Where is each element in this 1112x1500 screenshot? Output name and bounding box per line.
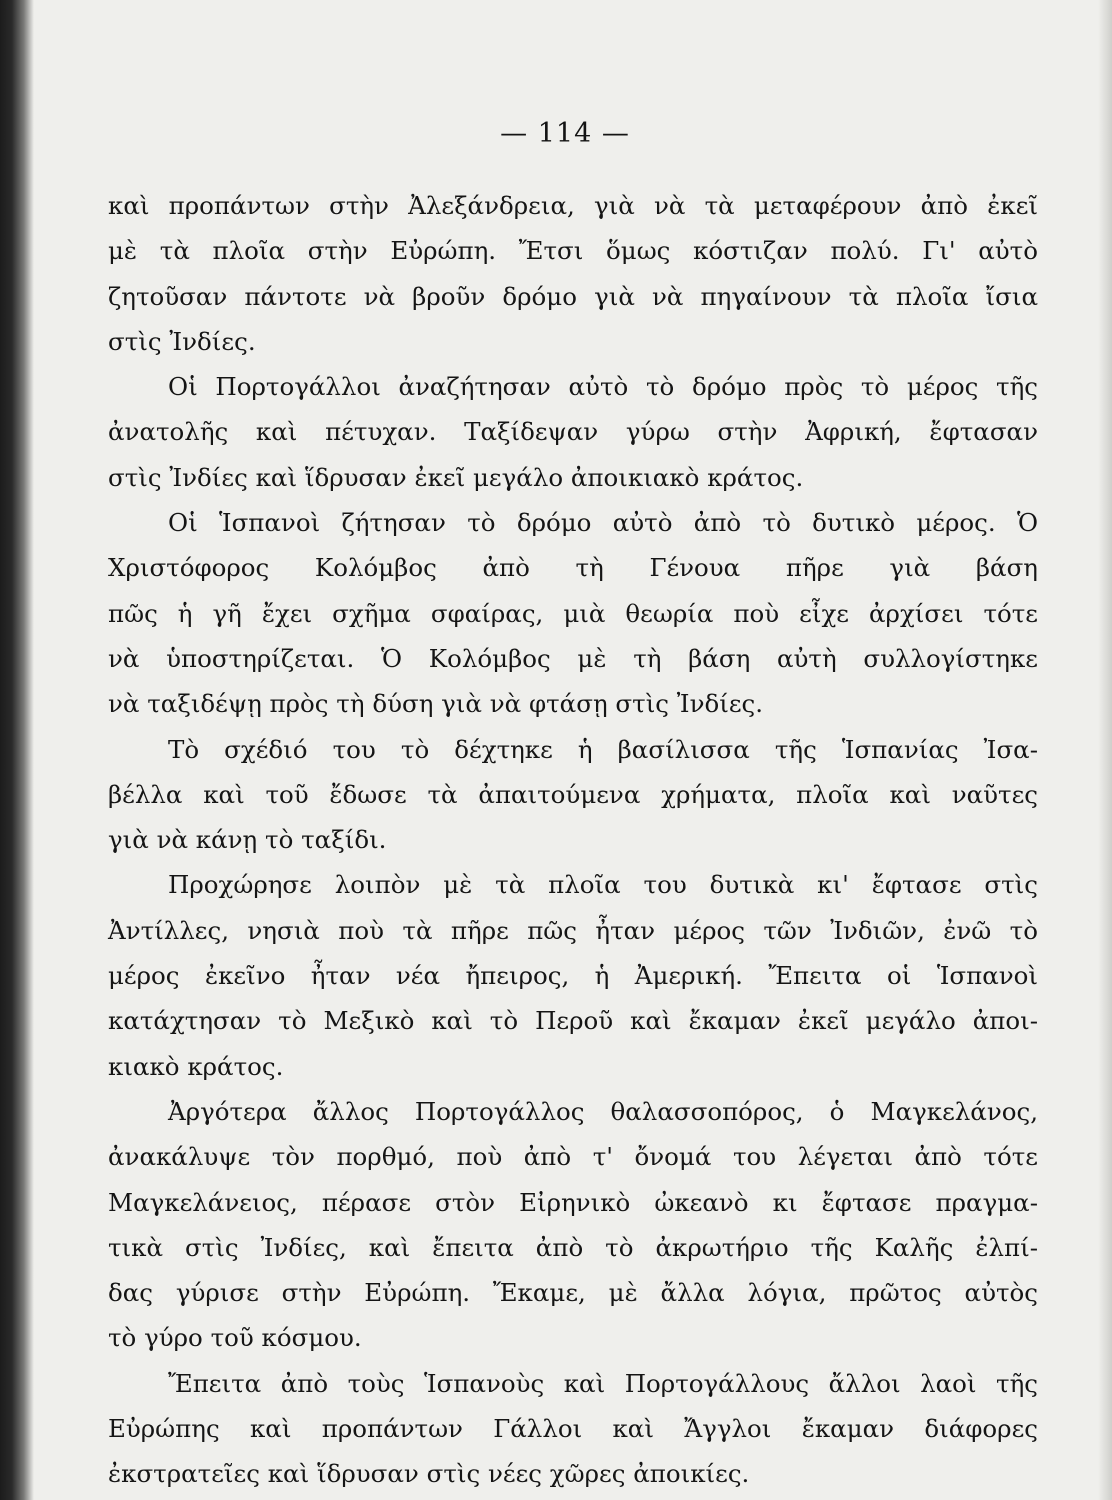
text-line: νὰ ταξιδέψῃ πρὸς τὴ δύση γιὰ νὰ φτάσῃ στὶς Ἰνδίες. <box>108 689 764 719</box>
body-text <box>108 183 1038 1497</box>
text-line: καὶ προπάντων στὴν Ἀλεξάνδρεια, γιὰ νὰ τὰ μεταφέρουν ἀπὸ ἐκεῖ <box>108 191 1038 220</box>
text-line: Οἱ Ἱσπανοὶ ζήτησαν τὸ δρόμο αὐτὸ ἀπὸ τὸ δυτικὸ μέρος. Ὁ <box>168 508 1038 538</box>
paragraph <box>108 500 1038 726</box>
text-line: νὰ ὑποστηρίζεται. Ὁ Κολόμβος μὲ τὴ βάση αὐτὴ συλλογίστηκε <box>108 643 1038 673</box>
text-line: στὶς Ἰνδίες. <box>108 326 256 356</box>
text-line: τὸ γύρο τοῦ κόσμου. <box>108 1323 362 1353</box>
text-line: Ἀργότερα ἄλλος Πορτογάλλος θαλασσοπόρος, ὁ Μαγκελάνος, <box>168 1096 1038 1126</box>
paragraph <box>108 183 1038 364</box>
text-line: ἐκστρατεῖες καὶ ἵδρυσαν στὶς νέες χῶρες ἀποικίες. <box>108 1459 750 1489</box>
text-line: Οἱ Πορτογάλλοι ἀναζήτησαν αὐτὸ τὸ δρόμο πρὸς τὸ μέρος τῆς <box>168 372 1038 402</box>
text-line: γιὰ νὰ κάνῃ τὸ ταξίδι. <box>108 825 387 855</box>
text-line: Ἀντίλλες, νησιὰ ποὺ τὰ πῆρε πῶς ἦταν μέρος τῶν Ἰνδιῶν, ἐνῶ τὸ <box>108 915 1038 945</box>
paragraph <box>108 862 1038 1088</box>
text-line: Ἔπειτα ἀπὸ τοὺς Ἱσπανοὺς καὶ Πορτογάλλους ἄλλοι λαοὶ τῆς <box>168 1368 1038 1398</box>
page-number: — 114 — <box>500 118 630 149</box>
text-line: Χριστόφορος Κολόμβος ἀπὸ τὴ Γένουα πῆρε γιὰ βάση <box>108 553 1038 583</box>
paragraph <box>108 364 1038 500</box>
paragraph <box>108 727 1038 863</box>
paragraph <box>108 1361 1038 1497</box>
text-line: βέλλα καὶ τοῦ ἔδωσε τὰ ἀπαιτούμενα χρήματα, πλοῖα καὶ ναῦτες <box>108 779 1038 809</box>
text-line: ἀνατολῆς καὶ πέτυχαν. Ταξίδεψαν γύρω στὴν Ἀφρική, ἔφτασαν <box>108 417 1038 447</box>
text-line: πῶς ἡ γῆ ἔχει σχῆμα σφαίρας, μιὰ θεωρία ποὺ εἶχε ἀρχίσει τότε <box>108 598 1038 628</box>
text-line: τικὰ στὶς Ἰνδίες, καὶ ἔπειτα ἀπὸ τὸ ἀκρωτήριο τῆς Καλῆς ἐλπί- <box>108 1232 1038 1262</box>
page-edge-shadow <box>1098 0 1112 1500</box>
text-line: κιακὸ κράτος. <box>108 1051 284 1081</box>
text-line: Προχώρησε λοιπὸν μὲ τὰ πλοῖα του δυτικὰ κι' ἔφτασε στὶς <box>168 870 1038 900</box>
text-line: Εὐρώπης καὶ προπάντων Γάλλοι καὶ Ἄγγλοι ἔκαμαν διάφορες <box>108 1414 1038 1444</box>
text-line: μέρος ἐκεῖνο ἦταν νέα ἤπειρος, ἡ Ἀμερική. Ἔπειτα οἱ Ἱσπανοὶ <box>108 961 1038 991</box>
text-line: κατάχτησαν τὸ Μεξικὸ καὶ τὸ Περοῦ καὶ ἔκαμαν ἐκεῖ μεγάλο ἀποι- <box>108 1006 1038 1036</box>
book-spine-shadow <box>0 0 34 1500</box>
text-line: Μαγκελάνειος, πέρασε στὸν Εἰρηνικὸ ὠκεανὸ κι ἔφτασε πραγμα- <box>108 1187 1038 1217</box>
text-line: ζητοῦσαν πάντοτε νὰ βροῦν δρόμο γιὰ νὰ πηγαίνουν τὰ πλοῖα ἴσια <box>108 281 1038 311</box>
text-line: δας γύρισε στὴν Εὐρώπη. Ἔκαμε, μὲ ἄλλα λόγια, πρῶτος αὐτὸς <box>108 1278 1038 1308</box>
paragraph <box>108 1089 1038 1361</box>
text-line: Τὸ σχέδιό του τὸ δέχτηκε ἡ βασίλισσα τῆς Ἱσπανίας Ἰσα- <box>168 734 1038 764</box>
text-line: στὶς Ἰνδίες καὶ ἵδρυσαν ἐκεῖ μεγάλο ἀποικιακὸ κράτος. <box>108 462 804 492</box>
text-line: ἀνακάλυψε τὸν πορθμό, ποὺ ἀπὸ τ' ὄνομά του λέγεται ἀπὸ τότε <box>108 1142 1038 1172</box>
text-line: μὲ τὰ πλοῖα στὴν Εὐρώπη. Ἔτσι ὅμως κόστιζαν πολύ. Γι' αὐτὸ <box>108 236 1038 266</box>
